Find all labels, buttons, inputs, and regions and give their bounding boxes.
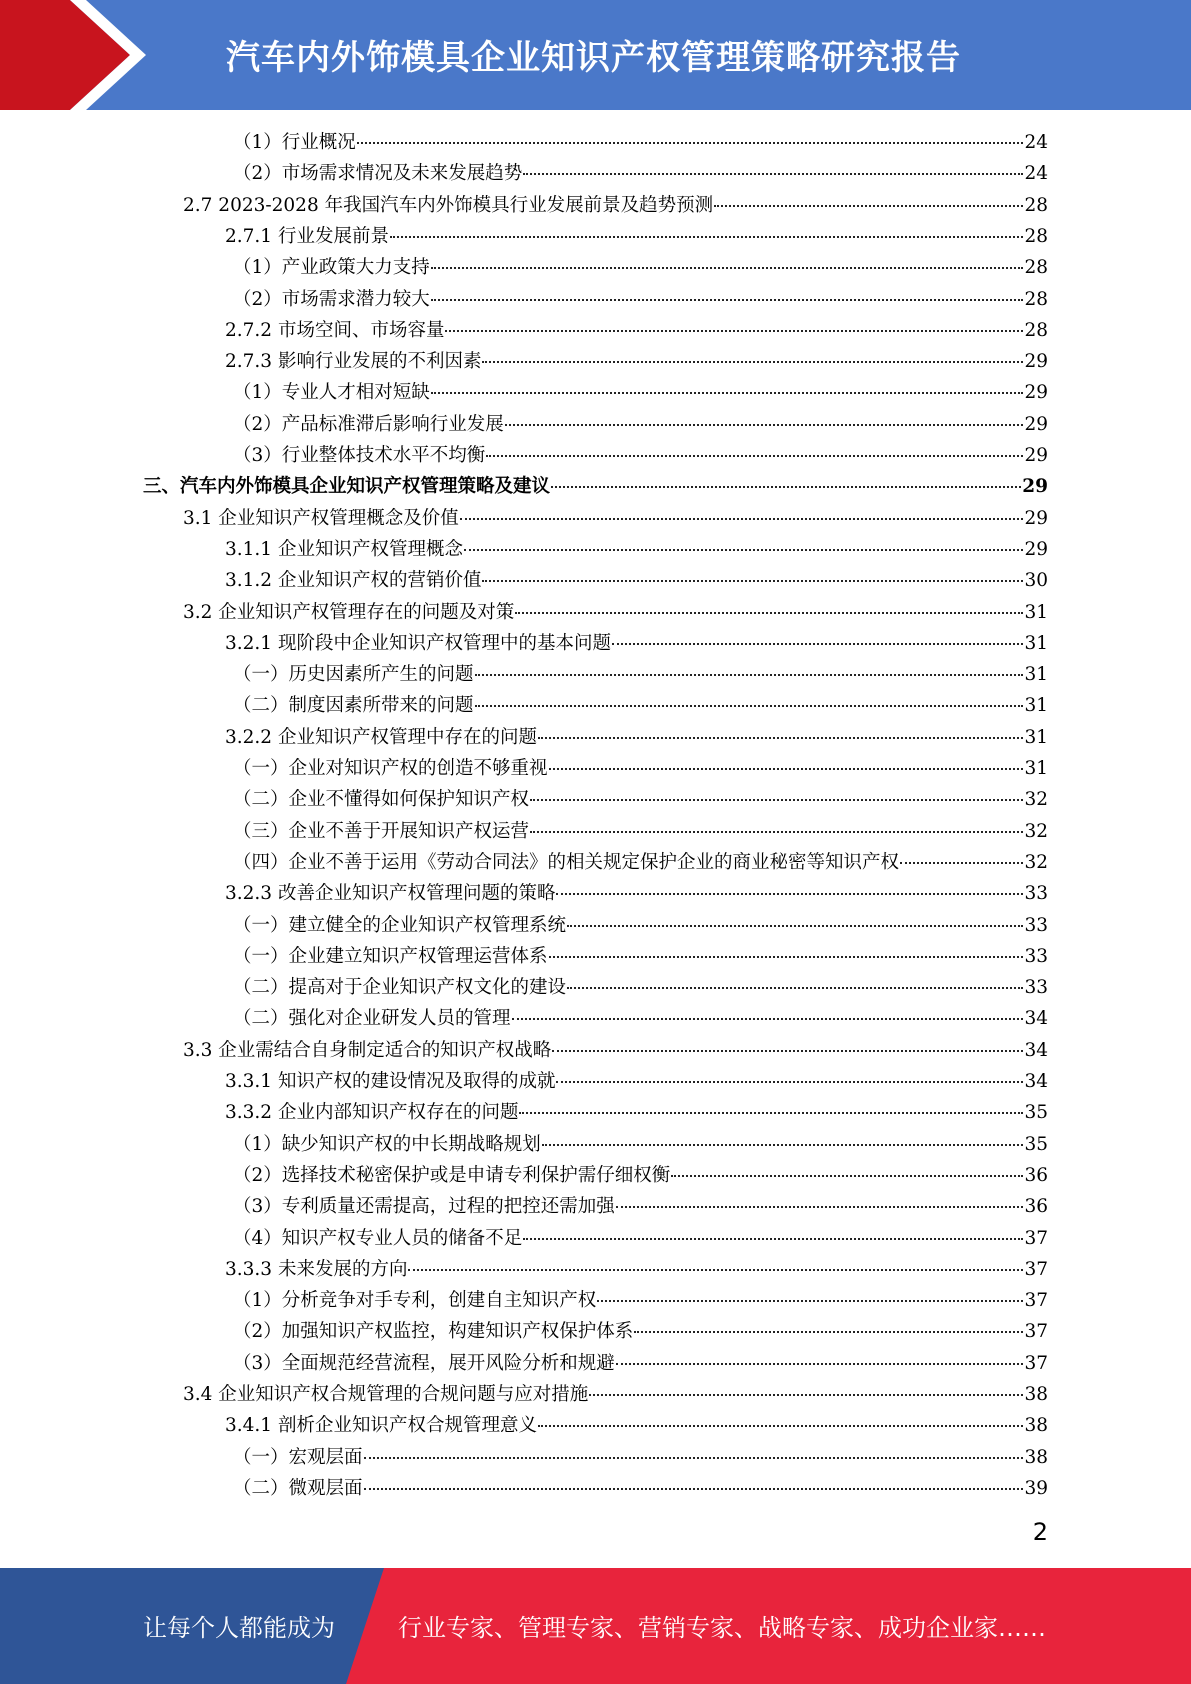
toc-entry-page: 35 [1024, 1102, 1048, 1123]
toc-dot-leader [460, 518, 1024, 520]
toc-entry-title: （二）提高对于企业知识产权文化的建设 [233, 977, 567, 998]
toc-entry-title: 3.2.3 改善企业知识产权管理问题的策略 [225, 883, 556, 904]
toc-dot-leader [634, 1331, 1023, 1333]
toc-dot-leader [431, 267, 1024, 269]
toc-entry[interactable] [233, 659, 1048, 690]
toc-entry-page: 37 [1024, 1259, 1048, 1280]
toc-entry[interactable] [225, 1410, 1048, 1441]
toc-entry-title: 三、汽车内外饰模具企业知识产权管理策略及建议 [143, 476, 551, 497]
toc-dot-leader [431, 299, 1024, 301]
toc-entry-page: 24 [1024, 163, 1048, 184]
toc-entry-page: 37 [1024, 1321, 1048, 1342]
toc-dot-leader [523, 1238, 1023, 1240]
toc-entry-title: （一）企业对知识产权的创造不够重视 [233, 758, 548, 779]
toc-entry-title: （2）选择技术秘密保护或是申请专利保护需仔细权衡 [233, 1165, 671, 1186]
toc-entry[interactable] [233, 284, 1048, 315]
toc-dot-leader [542, 1144, 1024, 1146]
toc-entry-title: （2）加强知识产权监控，构建知识产权保护体系 [233, 1321, 634, 1342]
toc-entry[interactable] [225, 315, 1048, 346]
toc-entry[interactable] [225, 534, 1048, 565]
toc-dot-leader [475, 705, 1024, 707]
toc-entry-title: （3）行业整体技术水平不均衡 [233, 445, 486, 466]
toc-dot-leader [556, 893, 1023, 895]
toc-dot-leader [364, 1457, 1024, 1459]
toc-entry-page: 30 [1024, 570, 1048, 591]
toc-entry-page: 28 [1024, 320, 1048, 341]
toc-dot-leader [538, 1425, 1023, 1427]
toc-dot-leader [523, 173, 1023, 175]
toc-entry[interactable] [183, 1035, 1048, 1066]
toc-entry-title: （一）宏观层面 [233, 1447, 363, 1468]
toc-entry[interactable] [233, 377, 1048, 408]
toc-entry[interactable] [225, 565, 1048, 596]
toc-entry-title: （4）知识产权专业人员的储备不足 [233, 1228, 523, 1249]
toc-entry-page: 24 [1024, 132, 1048, 153]
toc-dot-leader [482, 361, 1023, 363]
toc-entry-page: 31 [1024, 695, 1048, 716]
toc-entry[interactable] [225, 1097, 1048, 1128]
toc-entry-page: 28 [1024, 289, 1048, 310]
toc-entry-title: （二）企业不懂得如何保护知识产权 [233, 789, 530, 810]
toc-dot-leader [431, 392, 1024, 394]
toc-dot-leader [445, 330, 1023, 332]
toc-entry-title: （一）历史因素所产生的问题 [233, 664, 474, 685]
toc-dot-leader [530, 831, 1023, 833]
toc-entry-page: 28 [1024, 226, 1048, 247]
toc-entry[interactable] [233, 1223, 1048, 1254]
toc-entry-title: （3）专利质量还需提高，过程的把控还需加强 [233, 1196, 615, 1217]
toc-entry[interactable] [233, 690, 1048, 721]
toc-entry[interactable] [233, 910, 1048, 941]
toc-dot-leader [486, 455, 1023, 457]
toc-dot-leader [549, 956, 1024, 958]
toc-entry-title: 3.2.1 现阶段中企业知识产权管理中的基本问题 [225, 633, 611, 654]
toc-entry-title: （三）企业不善于开展知识产权运营 [233, 821, 530, 842]
toc-dot-leader [556, 1081, 1023, 1083]
toc-dot-leader [612, 643, 1023, 645]
toc-entry[interactable] [183, 190, 1048, 221]
toc-dot-leader [549, 768, 1024, 770]
toc-entry[interactable] [233, 1129, 1048, 1160]
toc-entry[interactable] [233, 847, 1048, 878]
toc-entry[interactable] [233, 1473, 1048, 1504]
toc-entry-page: 35 [1024, 1134, 1048, 1155]
toc-entry-title: 3.4 企业知识产权合规管理的合规问题与应对措施 [183, 1384, 589, 1405]
toc-entry-title: （二）强化对企业研发人员的管理 [233, 1008, 511, 1029]
toc-entry-title: 3.3.1 知识产权的建设情况及取得的成就 [225, 1071, 556, 1092]
footer-slogan-lead: 让每个人都能成为 [143, 1614, 335, 1642]
toc-entry[interactable] [225, 628, 1048, 659]
page-header [0, 0, 1191, 110]
toc-entry-title: 2.7.2 市场空间、市场容量 [225, 320, 445, 341]
toc-dot-leader [464, 549, 1023, 551]
toc-entry[interactable] [225, 722, 1048, 753]
toc-entry[interactable] [183, 503, 1048, 534]
toc-entry[interactable] [233, 1003, 1048, 1034]
toc-entry-title: 3.1.2 企业知识产权的营销价值 [225, 570, 482, 591]
toc-dot-leader [567, 987, 1023, 989]
toc-entry-title: 2.7.1 行业发展前景 [225, 226, 389, 247]
toc-entry-title: （1）行业概况 [233, 132, 356, 153]
toc-entry-page: 37 [1024, 1290, 1048, 1311]
toc-entry-page: 38 [1024, 1447, 1048, 1468]
toc-entry[interactable] [233, 784, 1048, 815]
toc-dot-leader [589, 1394, 1023, 1396]
toc-dot-leader [567, 925, 1023, 927]
toc-dot-leader [357, 142, 1024, 144]
toc-entry-page: 36 [1024, 1196, 1048, 1217]
toc-entry-page: 33 [1024, 883, 1048, 904]
toc-entry-page: 29 [1024, 539, 1048, 560]
toc-entry-title: （2）产品标准滞后影响行业发展 [233, 414, 504, 435]
toc-entry-page: 32 [1024, 821, 1048, 842]
toc-entry[interactable] [225, 878, 1048, 909]
toc-entry-page: 29 [1024, 445, 1048, 466]
toc-entry[interactable] [233, 816, 1048, 847]
toc-entry-title: （1）专业人才相对短缺 [233, 382, 430, 403]
toc-entry[interactable] [225, 1066, 1048, 1097]
toc-entry[interactable] [233, 1285, 1048, 1316]
toc-dot-leader [671, 1175, 1023, 1177]
toc-entry-page: 31 [1024, 633, 1048, 654]
toc-entry-title: 3.3.2 企业内部知识产权存在的问题 [225, 1102, 519, 1123]
toc-dot-leader [408, 1269, 1023, 1271]
toc-dot-leader [552, 1050, 1023, 1052]
toc-entry-page: 38 [1024, 1415, 1048, 1436]
toc-entry-page: 29 [1024, 508, 1048, 529]
toc-dot-leader [512, 1018, 1024, 1020]
toc-entry-page: 33 [1024, 946, 1048, 967]
toc-entry[interactable] [143, 471, 1048, 502]
toc-entry-page: 28 [1024, 195, 1048, 216]
toc-entry-title: 3.1 企业知识产权管理概念及价值 [183, 508, 459, 529]
chevron-decoration [0, 0, 180, 110]
toc-entry-title: （二）制度因素所带来的问题 [233, 695, 474, 716]
toc-entry-page: 32 [1024, 852, 1048, 873]
toc-dot-leader [597, 1300, 1023, 1302]
toc-entry-page: 37 [1024, 1228, 1048, 1249]
toc-entry[interactable] [233, 753, 1048, 784]
toc-dot-leader [616, 1363, 1024, 1365]
toc-entry[interactable] [183, 1379, 1048, 1410]
toc-entry-page: 33 [1024, 977, 1048, 998]
toc-entry-page: 29 [1024, 382, 1048, 403]
toc-entry-title: （1）产业政策大力支持 [233, 257, 430, 278]
toc-entry-title: （2）市场需求情况及未来发展趋势 [233, 163, 523, 184]
page-footer [0, 1568, 1191, 1684]
toc-entry[interactable] [233, 1442, 1048, 1473]
toc-entry[interactable] [233, 409, 1048, 440]
toc-dot-leader [482, 580, 1023, 582]
toc-entry[interactable] [233, 1191, 1048, 1222]
toc-entry-page: 31 [1024, 727, 1048, 748]
toc-entry-title: （1）缺少知识产权的中长期战略规划 [233, 1134, 541, 1155]
toc-dot-leader [530, 799, 1023, 801]
toc-dot-leader [505, 424, 1024, 426]
toc-dot-leader [390, 236, 1023, 238]
toc-entry-title: （一）建立健全的企业知识产权管理系统 [233, 915, 567, 936]
toc-entry-page: 31 [1024, 758, 1048, 779]
toc-entry-page: 31 [1024, 602, 1048, 623]
toc-entry[interactable] [233, 158, 1048, 189]
report-title: 汽车内外饰模具企业知识产权管理策略研究报告 [226, 38, 961, 78]
toc-entry-title: 2.7.3 影响行业发展的不利因素 [225, 351, 482, 372]
toc-entry-page: 37 [1024, 1353, 1048, 1374]
toc-entry[interactable] [233, 440, 1048, 471]
toc-dot-leader [538, 737, 1023, 739]
toc-entry-page: 32 [1024, 789, 1048, 810]
toc-entry-page: 34 [1024, 1040, 1048, 1061]
toc-entry-title: 3.3 企业需结合自身制定适合的知识产权战略 [183, 1040, 552, 1061]
toc-entry[interactable] [183, 597, 1048, 628]
toc-entry-title: （2）市场需求潜力较大 [233, 289, 430, 310]
toc-entry-page: 39 [1024, 1478, 1048, 1499]
toc-entry[interactable] [233, 972, 1048, 1003]
toc-entry-title: 3.3.3 未来发展的方向 [225, 1259, 408, 1280]
toc-entry-title: 3.2.2 企业知识产权管理中存在的问题 [225, 727, 537, 748]
toc-dot-leader [551, 486, 1021, 488]
toc-dot-leader [519, 1112, 1023, 1114]
toc-entry-page: 33 [1024, 915, 1048, 936]
toc-entry-page: 31 [1024, 664, 1048, 685]
toc-dot-leader [616, 1206, 1024, 1208]
toc-entry[interactable] [225, 346, 1048, 377]
toc-entry[interactable] [225, 221, 1048, 252]
toc-entry-title: （1）分析竞争对手专利，创建自主知识产权 [233, 1290, 597, 1311]
toc-dot-leader [364, 1488, 1024, 1490]
page-number: 2 [1032, 1518, 1048, 1546]
toc-entry-title: 3.2 企业知识产权管理存在的问题及对策 [183, 602, 515, 623]
footer-slogan-list: 行业专家、管理专家、营销专家、战略专家、成功企业家…… [398, 1614, 1046, 1642]
toc-entry-page: 29 [1024, 414, 1048, 435]
toc-entry-page: 29 [1024, 351, 1048, 372]
toc-entry[interactable] [225, 1254, 1048, 1285]
toc-entry-page: 29 [1022, 476, 1048, 497]
toc-entry-title: （四）企业不善于运用《劳动合同法》的相关规定保护企业的商业秘密等知识产权 [233, 852, 900, 873]
toc-dot-leader [515, 612, 1023, 614]
toc-entry-title: 3.4.1 剖析企业知识产权合规管理意义 [225, 1415, 537, 1436]
toc-entry-title: （二）微观层面 [233, 1478, 363, 1499]
toc-dot-leader [900, 862, 1023, 864]
toc-entry-page: 34 [1024, 1008, 1048, 1029]
toc-entry-title: 2.7 2023-2028 年我国汽车内外饰模具行业发展前景及趋势预测 [183, 195, 714, 216]
toc-entry[interactable] [233, 252, 1048, 283]
toc-entry[interactable] [233, 1160, 1048, 1191]
toc-entry-page: 28 [1024, 257, 1048, 278]
toc-entry[interactable] [233, 1316, 1048, 1347]
toc-entry-page: 34 [1024, 1071, 1048, 1092]
toc-entry-title: 3.1.1 企业知识产权管理概念 [225, 539, 463, 560]
toc-entry-title: （3）全面规范经营流程，展开风险分析和规避 [233, 1353, 615, 1374]
toc-entry[interactable] [233, 127, 1048, 158]
toc-dot-leader [714, 205, 1023, 207]
toc-entry-page: 36 [1024, 1165, 1048, 1186]
toc-entry[interactable] [233, 941, 1048, 972]
toc-dot-leader [475, 674, 1024, 676]
toc-entry-title: （一）企业建立知识产权管理运营体系 [233, 946, 548, 967]
toc-entry[interactable] [233, 1348, 1048, 1379]
toc-entry-page: 38 [1024, 1384, 1048, 1405]
